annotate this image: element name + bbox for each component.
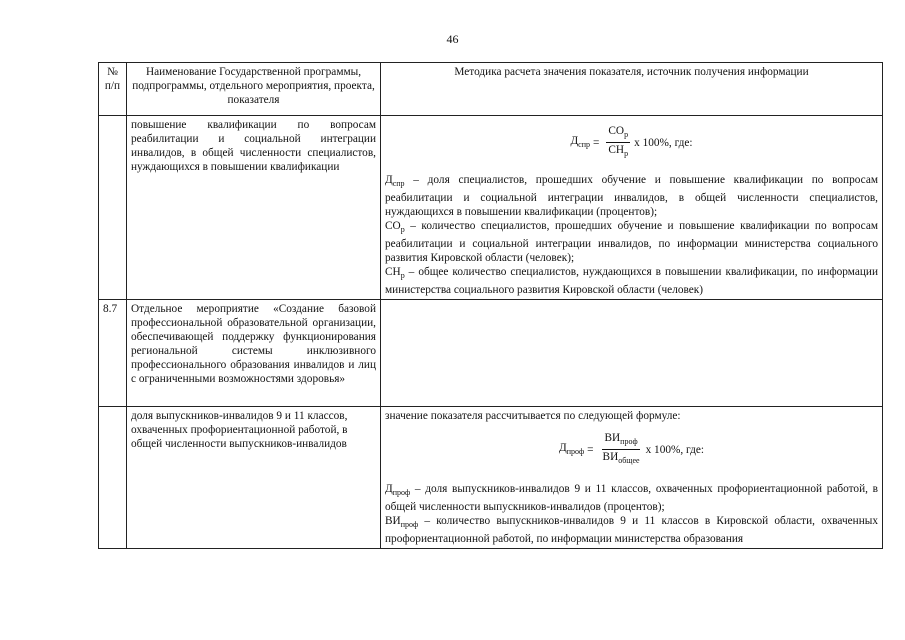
header-name: Наименование Государственной программы, подпрограммы, отдельного мероприятия, проекта, показателя xyxy=(127,63,381,116)
method-intro: значение показателя рассчитывается по следующей формуле: xyxy=(385,410,681,422)
formula-lhs: $Д_{проф}$ xyxy=(558,441,585,456)
formula-fraction: $\frac{ВИ_{проф}}{ВИ_{общее}}$ xyxy=(602,432,640,465)
row-number xyxy=(99,407,127,549)
indicators-table xyxy=(98,62,883,549)
table-row xyxy=(99,407,883,549)
indicator-name: повышение квалификации по вопросам реабилитации и социальной интеграции инвалидов, в общей численности специалистов, нуждающихся в повышении квалификации xyxy=(127,116,381,300)
method-cell xyxy=(381,116,883,300)
method-cell xyxy=(381,300,883,407)
indicator-name: доля выпускников-инвалидов 9 и 11 классов, охваченных профориентационной работой, в общей численности выпускников-инвалидов xyxy=(127,407,381,549)
table-row xyxy=(99,300,883,407)
formula-eq: = xyxy=(593,136,600,149)
formula-tail: х 100%, где: xyxy=(645,443,705,456)
row-number xyxy=(99,116,127,300)
header-num: № п/п xyxy=(99,63,127,116)
formula xyxy=(385,124,878,161)
formula-fraction: $\frac{СО_р}{СН_р}$ xyxy=(608,125,629,158)
formula-lhs: $Д_{спр}$ xyxy=(570,134,591,149)
definitions xyxy=(385,173,878,297)
definition: $СН_р$ – общее количество специалистов, нуждающихся в повышении квалификации, по информации министерства социального развития Кировской области (человек) xyxy=(385,266,878,296)
page-number: 46 xyxy=(446,32,459,46)
definition: $Д_{спр}$ – доля специалистов, прошедших обучение и повышение квалификации по вопросам реабилитации и социальной интеграции инвалидов, в общей численности специалистов, нуждающихся в повышении квалификации (процентов); xyxy=(385,174,878,218)
definition: $СО_р$ – количество специалистов, прошедших обучение и повышение квалификации по вопросам реабилитации и социальной интеграции инвалидов, по информации министерства социального развития Кировской области (человек); xyxy=(385,220,878,264)
formula xyxy=(385,431,878,468)
table-row xyxy=(99,116,883,300)
header-method: Методика расчета значения показателя, источник получения информации xyxy=(381,63,883,116)
table-header-row xyxy=(99,63,883,116)
formula-eq: = xyxy=(587,443,594,456)
method-cell xyxy=(381,407,883,549)
formula-tail: х 100%, где: xyxy=(634,136,693,149)
definitions xyxy=(385,482,878,546)
indicator-name: Отдельное мероприятие «Создание базовой профессиональной образовательной организации, обеспечивающей поддержку функционирования региональной системы инклюзивного профессионального образования инвалидов и лиц с ограниченными возможностями здоровья» xyxy=(127,300,381,407)
row-number: 8.7 xyxy=(99,300,127,407)
definition: $Д_{проф}$ – доля выпускников-инвалидов 9 и 11 классов, охваченных профориентационной работой, в общей численности выпускников-инвалидов (процентов); xyxy=(385,483,878,513)
definition: $ВИ_{проф}$ – количество выпускников-инвалидов 9 и 11 классов в Кировской области, охваченных профориентационной работой, по информации министерства образования xyxy=(385,515,878,545)
